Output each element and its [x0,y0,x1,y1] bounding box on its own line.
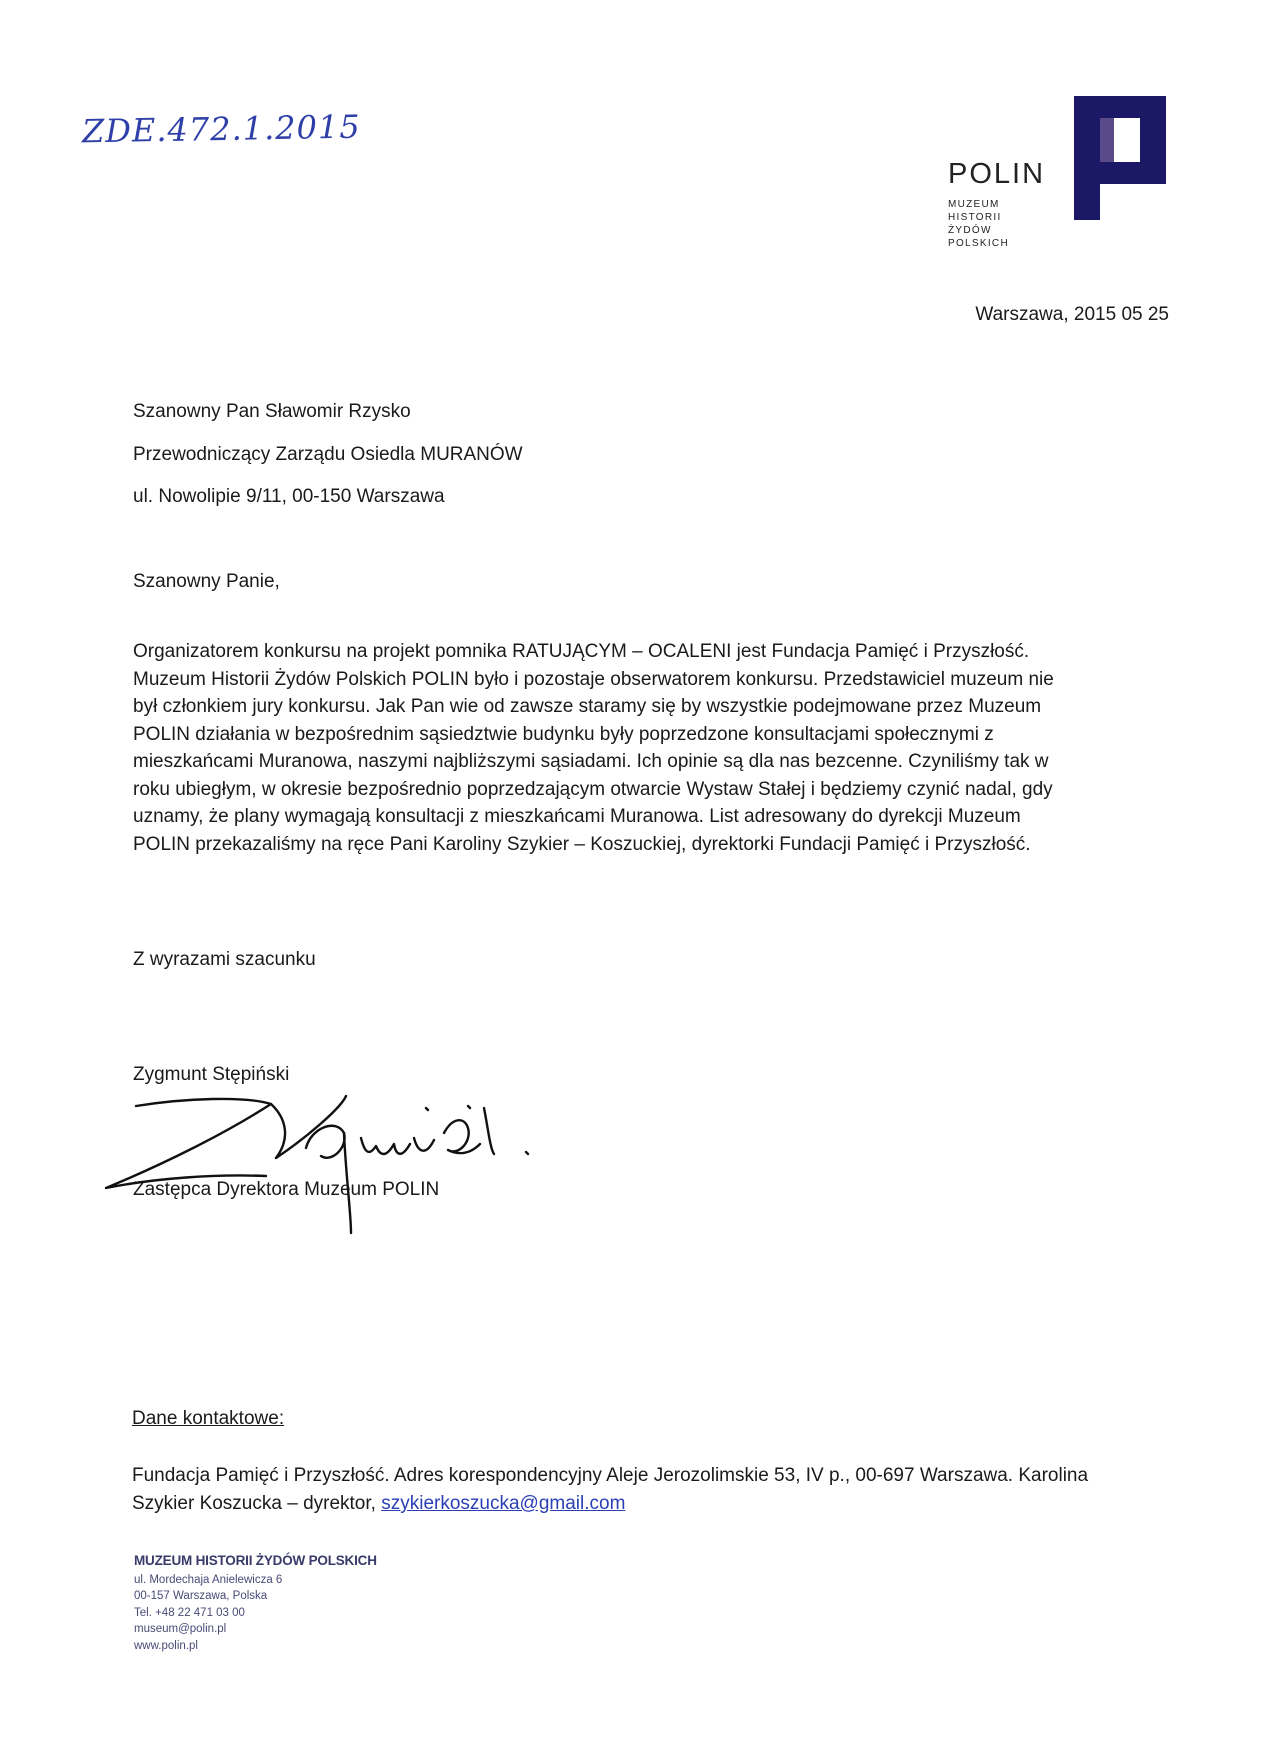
letter-body [133,638,1145,858]
signatory-name: Zygmunt Stępiński [133,1064,290,1085]
closing: Z wyrazami szacunku [133,949,316,970]
body-line: Organizatorem konkursu na projekt pomnika RATUJĄCYM – OCALENI jest Fundacja Pamięć i Przyszłość. [133,641,1030,662]
footer-title: MUZEUM HISTORII ŻYDÓW POLSKICH [134,1553,377,1568]
recipient-address: ul. Nowolipie 9/11, 00-150 Warszawa [133,486,445,507]
contact-email-link[interactable]: szykierkoszucka@gmail.com [381,1493,626,1514]
contact-line2-prefix: Szykier Koszucka – dyrektor, [132,1493,382,1514]
footer-address2: 00-157 Warszawa, Polska [134,1590,268,1602]
body-line: uznamy, że plany wymagają konsultacji z mieszkańcami Muranowa. List adresowany do dyrekcji Muzeum [133,806,1021,827]
contact-heading: Dane kontaktowe: [132,1408,285,1429]
letter-date: Warszawa, 2015 05 25 [975,304,1169,325]
handwritten-reference: ZDE.472.1.2015 [81,107,361,151]
logo-subtitle [948,198,1055,250]
handwritten-signature [96,1078,556,1238]
body-line: roku ubiegłym, w okresie bezpośrednio poprzedzającym otwarcie Wystaw Stałej i będziemy czynić nadal, gdy [133,778,1053,800]
footer-phone: Tel. +48 22 471 03 00 [134,1606,245,1619]
logo-subtitle-line1: MUZEUM HISTORII [948,199,1002,223]
footer-web: www.polin.pl [134,1639,198,1652]
contact-line2 [132,1490,1162,1518]
logo-word: POLIN [948,158,1046,190]
body-line: był członkiem jury konkursu. Jak Pan wie od zawsze staramy się by wszystkie podejmowane przez Muzeum [133,696,1042,717]
contact-line1: Fundacja Pamięć i Przyszłość. Adres korespondencyjny Aleje Jerozolimskie 53, IV p., 00-697 Warszawa. Karolina [132,1465,1089,1486]
recipient-title: Przewodniczący Zarządu Osiedla MURANÓW [133,444,523,465]
letterhead-footer [134,1553,377,1654]
body-line: Muzeum Historii Żydów Polskich POLIN było i pozostaje obserwatorem konkursu. Przedstawiciel muzeum nie [133,668,1054,690]
logo-subtitle-line2: ŻYDÓW POLSKICH [948,225,1009,249]
logo-text-block [948,158,1055,250]
recipient-name: Szanowny Pan Sławomir Rzysko [133,401,411,422]
signatory-title: Zastępca Dyrektora Muzeum POLIN [133,1179,440,1200]
salutation: Szanowny Panie, [133,571,280,592]
footer-email: museum@polin.pl [134,1623,227,1635]
polin-logo-icon [1074,96,1166,220]
body-line: mieszkańcami Muranowa, naszymi najbliższymi sąsiadami. Ich opinie są dla nas bezcenne. Czyniliśmy tak w [133,751,1049,772]
body-line: POLIN przekazaliśmy na ręce Pani Karoliny Szykier – Koszuckiej, dyrektorki Fundacji Pamięć i Przyszłość. [133,833,1031,855]
body-line: POLIN działania w bezpośrednim sąsiedztwie budynku były poprzedzone konsultacjami społecznymi z [133,723,994,745]
footer-address1: ul. Mordechaja Anielewicza 6 [134,1573,283,1586]
contact-body [132,1462,1162,1518]
